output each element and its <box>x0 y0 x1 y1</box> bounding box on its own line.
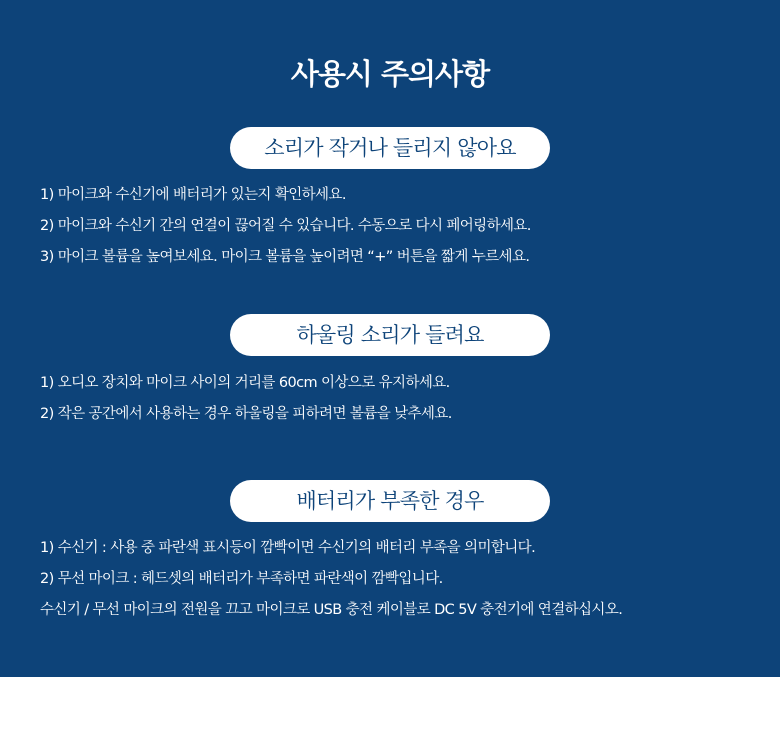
section-list-howling <box>40 368 452 430</box>
list-item: 수신기 / 무선 마이크의 전원을 끄고 마이크로 USB 충전 케이블로 DC 5V 충전기에 연결하십시오. <box>40 602 623 618</box>
section-heading-low-battery: 배터리가 부족한 경우 <box>230 480 550 522</box>
section-list-low-battery <box>40 533 622 626</box>
list-item: 2) 마이크와 수신기 간의 연결이 끊어질 수 있습니다. 수동으로 다시 페어링하세요. <box>40 218 531 234</box>
list-item: 3) 마이크 볼륨을 높여보세요. 마이크 볼륨을 높이려면 “+” 버튼을 짧게 누르세요. <box>40 249 530 265</box>
page-title: 사용시 주의사항 <box>290 57 490 91</box>
section-heading-howling: 하울링 소리가 들려요 <box>230 314 550 356</box>
list-item: 2) 무선 마이크 : 헤드셋의 배터리가 부족하면 파란색이 깜빡입니다. <box>40 571 443 587</box>
section-heading-low-sound: 소리가 작거나 들리지 않아요 <box>230 127 550 169</box>
list-item: 1) 수신기 : 사용 중 파란색 표시등이 깜빡이면 수신기의 배터리 부족을 의미합니다. <box>40 540 536 556</box>
list-item: 2) 작은 공간에서 사용하는 경우 하울링을 피하려면 볼륨을 낮추세요. <box>40 406 452 422</box>
list-item: 1) 오디오 장치와 마이크 사이의 거리를 60cm 이상으로 유지하세요. <box>40 375 450 391</box>
list-item: 1) 마이크와 수신기에 배터리가 있는지 확인하세요. <box>40 187 346 203</box>
section-list-low-sound <box>40 180 531 273</box>
